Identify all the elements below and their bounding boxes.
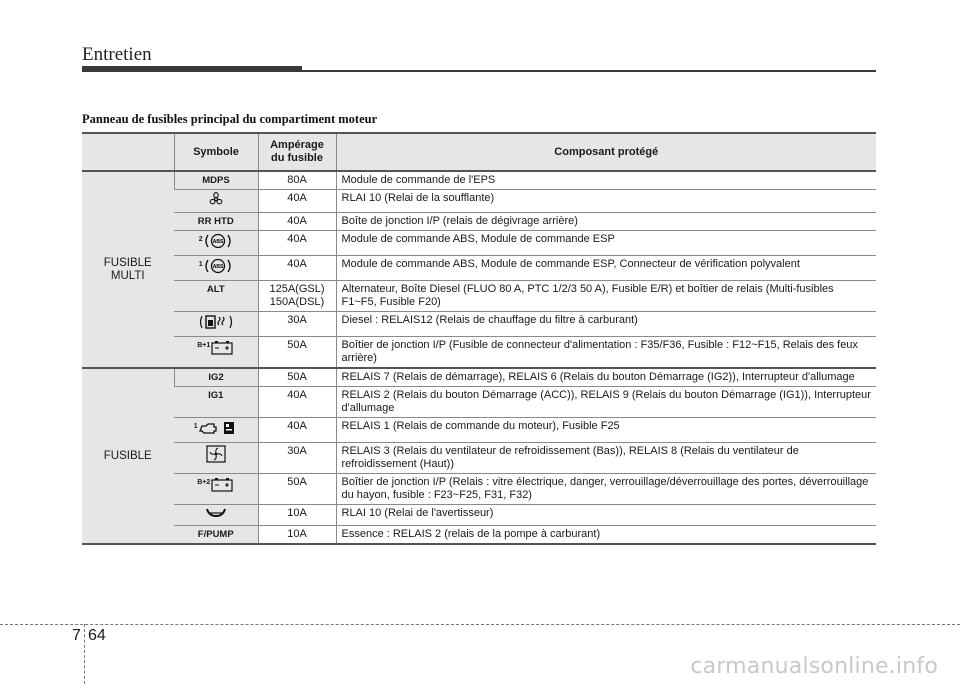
symbol-label: F/PUMP bbox=[197, 529, 234, 540]
engine-control-icon bbox=[198, 420, 238, 440]
table-header-row bbox=[82, 133, 876, 171]
amperage-cell: 30A bbox=[258, 312, 336, 337]
abs-icon bbox=[203, 258, 233, 278]
table-row bbox=[82, 281, 876, 312]
symbol-index: 1 bbox=[198, 261, 203, 268]
table-row bbox=[82, 213, 876, 231]
symbol-index: B+2 bbox=[197, 479, 211, 486]
abs-icon bbox=[203, 233, 233, 253]
table-row bbox=[82, 256, 876, 281]
table-row bbox=[82, 418, 876, 443]
amperage-cell: 50A bbox=[258, 368, 336, 387]
chapter-number: 7 bbox=[72, 627, 81, 644]
amperage-cell: 40A bbox=[258, 213, 336, 231]
protected-component-cell: Boîtier de jonction I/P (Relais : vitre électrique, danger, verrouillage/déverrouillage des portes, déverrouillage du hayon, fusible : F23~F25, F31, F32) bbox=[336, 474, 876, 505]
page-header-title: Entretien bbox=[82, 44, 152, 65]
table-row bbox=[82, 526, 876, 545]
symbol-index: 1 bbox=[193, 423, 198, 430]
amperage-cell: 50A bbox=[258, 474, 336, 505]
fuse-category-cell: FUSIBLE bbox=[82, 368, 174, 544]
amperage-cell: 80A bbox=[258, 171, 336, 190]
protected-component-cell: Essence : RELAIS 2 (relais de la pompe à carburant) bbox=[336, 526, 876, 545]
watermark: carmanualsonline.info bbox=[690, 654, 938, 679]
cooling-fan-icon bbox=[205, 445, 227, 467]
footer-dashed-divider bbox=[84, 624, 85, 684]
header-amperage: Ampérage du fusible bbox=[258, 133, 336, 171]
fuse-category-cell: FUSIBLE MULTI bbox=[82, 171, 174, 368]
protected-component-cell: RLAI 10 (Relai de l'avertisseur) bbox=[336, 505, 876, 526]
table-row bbox=[82, 190, 876, 213]
amperage-cell: 30A bbox=[258, 443, 336, 474]
header-rule-thin bbox=[302, 70, 876, 72]
symbol-cell bbox=[174, 526, 258, 545]
symbol-cell bbox=[174, 190, 258, 213]
protected-component-cell: Module de commande de l'EPS bbox=[336, 171, 876, 190]
symbol-label: IG1 bbox=[208, 390, 224, 401]
table-row bbox=[82, 443, 876, 474]
symbol-cell bbox=[174, 387, 258, 418]
symbol-cell bbox=[174, 474, 258, 505]
section-title: Panneau de fusibles principal du compartiment moteur bbox=[82, 112, 378, 126]
symbol-index: B+1 bbox=[197, 342, 211, 349]
protected-component-cell: RELAIS 3 (Relais du ventilateur de refroidissement (Bas)), RELAIS 8 (Relais du ventilateur de refroidissement (Haut)) bbox=[336, 443, 876, 474]
table-row bbox=[82, 312, 876, 337]
table-row bbox=[82, 368, 876, 387]
symbol-cell bbox=[174, 256, 258, 281]
header-symbol: Symbole bbox=[174, 133, 258, 171]
amperage-cell: 125A(GSL) 150A(DSL) bbox=[258, 281, 336, 312]
fuse-table bbox=[82, 132, 876, 545]
symbol-label: RR HTD bbox=[197, 216, 234, 227]
protected-component-cell: RELAIS 1 (Relais de commande du moteur), Fusible F25 bbox=[336, 418, 876, 443]
symbol-cell bbox=[174, 443, 258, 474]
table-row bbox=[82, 231, 876, 256]
blower-fan-icon bbox=[208, 192, 224, 210]
amperage-cell: 40A bbox=[258, 190, 336, 213]
symbol-index: 2 bbox=[198, 236, 203, 243]
amperage-cell: 40A bbox=[258, 256, 336, 281]
symbol-cell bbox=[174, 418, 258, 443]
battery-icon bbox=[210, 476, 234, 496]
horn-icon bbox=[205, 507, 227, 523]
protected-component-cell: Module de commande ABS, Module de commande ESP, Connecteur de vérification polyvalent bbox=[336, 256, 876, 281]
protected-component-cell: Boîte de jonction I/P (relais de dégivrage arrière) bbox=[336, 213, 876, 231]
protected-component-cell: RELAIS 2 (Relais du bouton Démarrage (ACC)), RELAIS 9 (Relais du bouton Démarrage (IG1)), Interrupteur d'allumage bbox=[336, 387, 876, 418]
table-row bbox=[82, 474, 876, 505]
protected-component-cell: Alternateur, Boîte Diesel (FLUO 80 A, PTC 1/2/3 50 A), Fusible E/R) et boîtier de relais (Multi-fusibles F1~F5, Fusible F20) bbox=[336, 281, 876, 312]
protected-component-cell: Diesel : RELAIS12 (Relais de chauffage du filtre à carburant) bbox=[336, 312, 876, 337]
symbol-cell bbox=[174, 231, 258, 256]
protected-component-cell: RELAIS 7 (Relais de démarrage), RELAIS 6 (Relais du bouton Démarrage (IG2)), Interrupteur d'allumage bbox=[336, 368, 876, 387]
page-number: 64 bbox=[88, 627, 106, 644]
symbol-label: MDPS bbox=[202, 175, 230, 186]
symbol-cell bbox=[174, 171, 258, 190]
header-component: Composant protégé bbox=[336, 133, 876, 171]
header-category bbox=[82, 133, 174, 171]
symbol-cell bbox=[174, 281, 258, 312]
protected-component-cell: RLAI 10 (Relai de la soufflante) bbox=[336, 190, 876, 213]
protected-component-cell: Boîtier de jonction I/P (Fusible de connecteur d'alimentation : F35/F36, Fusible : F12~F15, Relais des feux arrière) bbox=[336, 337, 876, 369]
amperage-cell: 10A bbox=[258, 526, 336, 545]
symbol-cell bbox=[174, 213, 258, 231]
symbol-label: ALT bbox=[206, 284, 225, 295]
battery-icon bbox=[210, 339, 234, 359]
symbol-cell bbox=[174, 505, 258, 526]
amperage-cell: 40A bbox=[258, 231, 336, 256]
symbol-cell bbox=[174, 368, 258, 387]
table-row bbox=[82, 337, 876, 369]
table-row bbox=[82, 387, 876, 418]
amperage-cell: 40A bbox=[258, 387, 336, 418]
amperage-cell: 40A bbox=[258, 418, 336, 443]
symbol-cell bbox=[174, 337, 258, 369]
symbol-label: IG2 bbox=[208, 372, 224, 383]
header-rule-thick bbox=[82, 66, 302, 72]
footer-dashed-rule bbox=[0, 624, 960, 625]
amperage-cell: 50A bbox=[258, 337, 336, 369]
fuel-filter-heater-icon bbox=[198, 314, 234, 334]
table-row bbox=[82, 505, 876, 526]
svg-text:ABS: ABS bbox=[212, 264, 223, 270]
symbol-cell bbox=[174, 312, 258, 337]
svg-text:ABS: ABS bbox=[212, 239, 223, 245]
table-row bbox=[82, 171, 876, 190]
amperage-cell: 10A bbox=[258, 505, 336, 526]
protected-component-cell: Module de commande ABS, Module de commande ESP bbox=[336, 231, 876, 256]
